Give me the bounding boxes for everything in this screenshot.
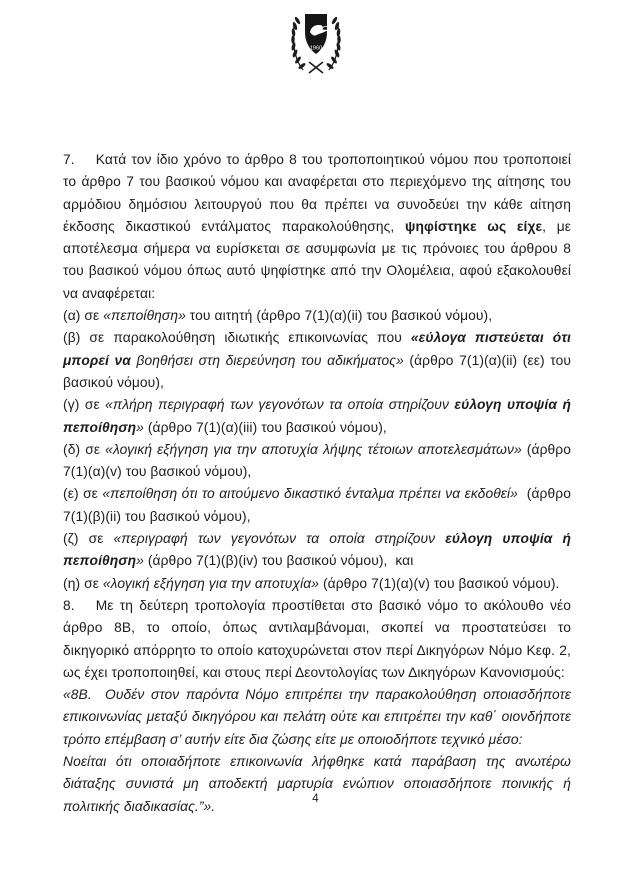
svg-text:1960: 1960: [309, 45, 322, 52]
text-run: Κατά τον ίδιο χρόνο το άρθρο 8 του τροποποιητικού νόμου που τροποποιεί το άρθρο 7 του βασικού νόμου και αναφέρεται στο περιεχόμενο της αίτησης του αρμόδιου δημόσιου λειτουργού που θα πρέπει να συνοδεύει την κάθε αίτηση έκδοσης δικαστικού εντάλματος παρακολούθησης,: [63, 152, 571, 234]
text-run: «λογική εξήγηση για την αποτυχία λήψης τέτοιων αποτελεσμάτων»: [105, 441, 522, 457]
text-run: (άρθρο 7(1)(α)(ii) (εε) του βασικού νόμου),: [63, 352, 571, 390]
text-run: (α) σε: [63, 308, 104, 324]
quoted-proviso: [63, 751, 571, 818]
list-item-delta: [63, 439, 571, 484]
cyprus-coat-of-arms-icon: [282, 12, 350, 76]
text-run: (άρθρο 7(1)(β)(ii) του βασικού νόμου),: [63, 486, 571, 524]
text-run: 7.: [63, 152, 75, 167]
text-run: «8Β. Ουδέν στον παρόντα Νόμο επιτρέπει την παρακολούθηση οποιασδήποτε επικοινωνίας μεταξύ δικηγόρου και πελάτη ούτε και επιτρέπει την καθ΄ οιονδήποτε τρόπο επέμβαση σ’ αυτήν είτε δια ζώσης είτε με οποιοδήποτε τεχνικό μέσο:: [63, 687, 571, 747]
list-item-alpha: [63, 305, 571, 327]
paragraph-7: [63, 149, 571, 305]
list-item-eta: [63, 573, 571, 595]
text-run: του αιτητή (άρθρο 7(1)(α)(ii) του βασικού νόμου),: [185, 308, 493, 324]
text-run: (άρθρο 7(1)(α)(v) του βασικού νόμου),: [63, 441, 572, 480]
text-run: (δ) σε: [63, 441, 106, 457]
text-run: (ζ) σε: [63, 531, 114, 547]
text-run: «πλήρη περιγραφή των γεγονότων τα οποία στηρίζουν: [105, 397, 455, 413]
text-run: »: [136, 419, 144, 435]
text-run: (η) σε: [63, 575, 103, 591]
list-item-zeta: [63, 528, 571, 573]
text-run: εύλογη υποψία ή πεποίθηση: [63, 531, 571, 569]
text-run: βοηθήσει στη διερεύνηση του αδικήματος»: [136, 352, 404, 368]
text-run: εύλογη υποψία ή πεποίθηση: [63, 397, 571, 435]
text-run: , με αποτέλεσμα σήμερα να ευρίσκεται σε ασυμφωνία με τις πρόνοιες του άρθρου 8 του βασικού νόμου όπως αυτό ψηφίστηκε από την Ολομέλεια, αφού εξακολουθεί να αναφέρεται:: [63, 218, 572, 301]
text-run: (άρθρο 7(1)(α)(v) του βασικού νόμου).: [319, 575, 560, 591]
text-run: ψηφίστηκε ως είχε: [404, 218, 543, 234]
text-run: (άρθρο 7(1)(α)(iii) του βασικού νόμου),: [143, 419, 387, 435]
text-run: «πεποίθηση»: [103, 308, 186, 324]
text-run: »: [136, 553, 144, 569]
list-item-gamma: [63, 394, 571, 439]
text-run: (ε) σε: [63, 486, 103, 502]
list-item-beta: [63, 327, 571, 394]
text-run: «περιγραφή των γεγονότων τα οποία στηρίζουν: [113, 531, 446, 547]
text-run: (β) σε παρακολούθηση ιδιωτικής επικοινωνίας που: [63, 330, 411, 346]
text-run: (γ) σε: [63, 397, 106, 413]
paragraph-8: [63, 595, 571, 684]
text-run: «λογική εξήγηση για την αποτυχία»: [102, 575, 320, 591]
text-run: «εύλογα πιστεύεται ότι μπορεί να: [63, 330, 571, 368]
page-number: 4: [312, 793, 319, 805]
text-run: 8.: [63, 597, 75, 613]
quoted-article-8b: [63, 684, 571, 751]
text-run: «πεποίθηση ότι το αιτούμενο δικαστικό ένταλμα πρέπει να εκδοθεί»: [102, 486, 518, 502]
text-run: (άρθρο 7(1)(β)(iv) του βασικού νόμου), και: [143, 553, 414, 569]
text-run: Νοείται ότι οποιαδήποτε επικοινωνία λήφθηκε κατά παράβαση της ανωτέρω διάταξης συνιστά μη αποδεκτή μαρτυρία ενώπιον οποιασδήποτε ποινικής ή πολιτικής διαδικασίας.”».: [63, 754, 571, 814]
list-item-epsilon: [63, 483, 571, 528]
document-body: [63, 149, 571, 818]
text-run: Με τη δεύτερη τροπολογία προστίθεται στο βασικό νόμο το ακόλουθο νέο άρθρο 8Β, το οποίο, όπως αντιλαμβάνομαι, σκοπεί να προστατεύσει το δικηγορικό απόρρητο το οποίο κατοχυρώνεται στον περί Δικηγόρων Νόμο Κεφ. 2, ως έχει τροποποιηθεί, και στους περί Δεοντολογίας των Δικηγόρων Κανονισμούς:: [63, 597, 571, 680]
